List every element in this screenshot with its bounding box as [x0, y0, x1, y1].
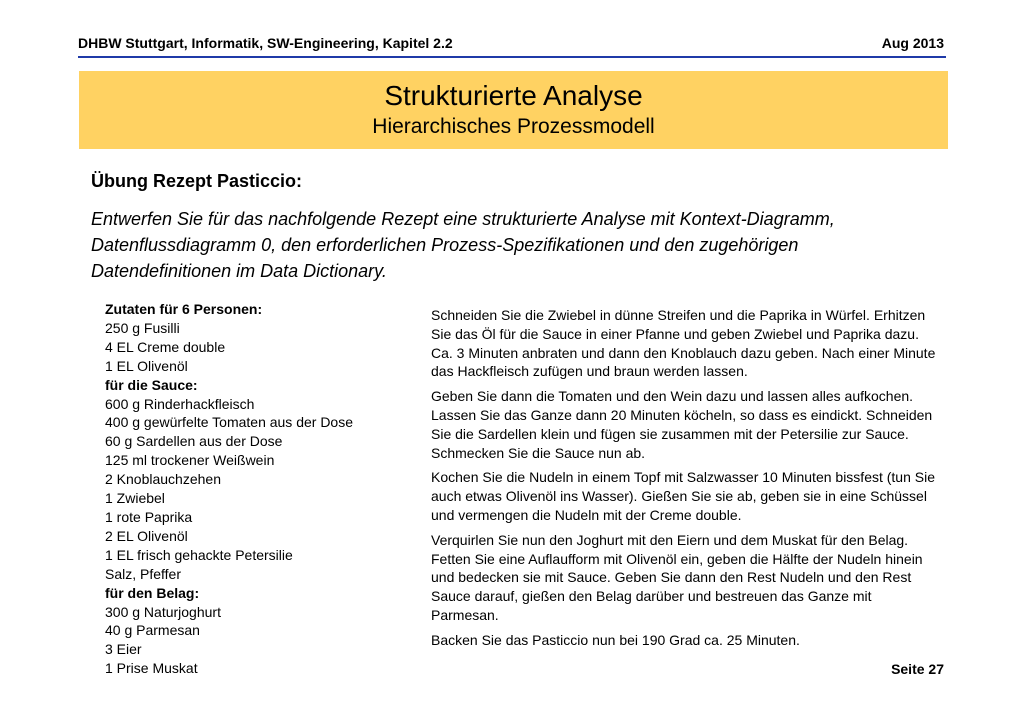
ingredient-item: 1 rote Paprika — [105, 508, 193, 525]
recipe-step: Verquirlen Sie nun den Joghurt mit den Eiern und dem Muskat für den Belag. Fetten Sie eine Auflaufform mit Olivenöl ein, geben die Hälfte der Nudeln hinein und bedecken sie mit Sauce. Geben Sie dann den Rest Nudeln und den Rest Sauce darauf, gießen den Belag darüber und bestreuen das Ganze mit Parmesan. — [431, 531, 923, 623]
recipe-step: Kochen Sie die Nudeln in einem Topf mit Salzwasser 10 Minuten bissfest (tun Sie auch etwas Olivenöl ins Wasser). Gießen Sie sie ab, geben sie in eine Schüssel und vermengen die Nudeln mit der Creme double. — [431, 469, 936, 523]
exercise-title: Übung Rezept Pasticcio: — [91, 171, 303, 191]
ingredient-item: 600 g Rinderhackfleisch — [105, 395, 255, 412]
ingredient-heading: für den Belag: — [105, 584, 200, 601]
header-rule — [78, 56, 946, 58]
recipe-step: Schneiden Sie die Zwiebel in dünne Streifen und die Paprika in Würfel. Erhitzen Sie das Öl für die Sauce in einer Pfanne und geben Zwiebel und Paprika dazu. Ca. 3 Minuten anbraten und dann den Knoblauch dazu geben. Nach einer Minute das Hackfleisch zufügen und braun werden lassen. — [431, 307, 936, 380]
recipe-steps — [431, 306, 941, 656]
ingredient-item: 1 Prise Muskat — [105, 660, 198, 677]
ingredient-item: 1 Zwiebel — [105, 490, 165, 507]
ingredient-item: 250 g Fusilli — [105, 319, 180, 336]
ingredient-item: 1 EL Olivenöl — [105, 357, 188, 374]
ingredient-item: 2 EL Olivenöl — [105, 527, 188, 544]
recipe-step: Geben Sie dann die Tomaten und den Wein dazu und lassen alles aufkochen. Lassen Sie das Ganze dann 20 Minuten köcheln, so dass es eindickt. Schneiden Sie die Sardellen klein und fügen sie zusammen mit der Petersilie zur Sauce. Schmecken Sie die Sauce nun ab. — [431, 388, 933, 461]
ingredient-item: 2 Knoblauchzehen — [105, 471, 221, 488]
page-number: Seite 27 — [891, 661, 944, 677]
ingredient-heading: Zutaten für 6 Personen: — [105, 301, 263, 317]
slide-subtitle: Hierarchisches Prozessmodell — [372, 115, 655, 138]
ingredient-item: 3 Eier — [105, 641, 142, 658]
ingredient-item: 40 g Parmesan — [105, 622, 200, 639]
ingredient-item: 4 EL Creme double — [105, 338, 226, 355]
recipe-step: Backen Sie das Pasticcio nun bei 190 Grad ca. 25 Minuten. — [431, 631, 800, 648]
exercise-intro: Entwerfen Sie für das nachfolgende Rezept eine strukturierte Analyse mit Kontext-Diagramm, Datenflussdiagramm 0, den erforderlichen Prozess-Spezifikationen und den zugehörigen Datendefinitionen im Data Dictionary. — [91, 209, 835, 281]
ingredient-item: 300 g Naturjoghurt — [105, 603, 221, 620]
slide-title: Strukturierte Analyse — [384, 80, 643, 111]
ingredient-item: 1 EL frisch gehackte Petersilie — [105, 546, 293, 563]
ingredient-item: 400 g gewürfelte Tomaten aus der Dose — [105, 414, 354, 431]
ingredient-heading: für die Sauce: — [105, 376, 198, 393]
header-course: DHBW Stuttgart, Informatik, SW-Engineering, Kapitel 2.2 — [78, 35, 453, 51]
slide-header — [78, 34, 944, 52]
header-date: Aug 2013 — [881, 35, 944, 51]
ingredients-list — [105, 300, 405, 678]
ingredient-item: 125 ml trockener Weißwein — [105, 452, 275, 469]
title-box — [79, 71, 948, 149]
ingredient-item: 60 g Sardellen aus der Dose — [105, 433, 283, 450]
ingredient-item: Salz, Pfeffer — [105, 565, 182, 582]
